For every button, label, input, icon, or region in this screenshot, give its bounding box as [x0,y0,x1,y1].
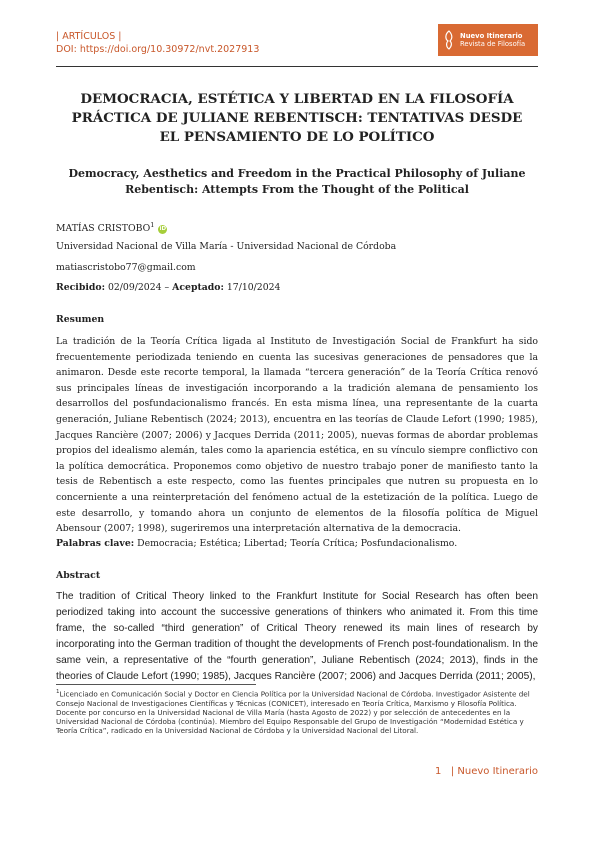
author-footnote-mark[interactable]: 1 [150,221,155,229]
dates-line [56,282,280,293]
logo-title: Nuevo Itinerario [460,31,523,40]
article-subtitle: Democracy, Aesthetics and Freedom in the Practical Philosophy of Juliane Rebentisch: Attempts From the Thought of the Political [68,167,526,196]
footnote [56,688,538,735]
footnote-divider [56,684,256,685]
abstract-heading: Abstract [56,570,101,581]
accepted-label: Aceptado: [172,282,224,293]
article-title: DEMOCRACIA, ESTÉTICA Y LIBERTAD EN LA FILOSOFÍA PRÁCTICA DE JULIANE REBENTISCH: TENTATIVAS DESDE EL PENSAMIENTO DE LO POLÍTICO [71,91,523,145]
page-number: 1 [434,766,442,777]
resumen-heading: Resumen [56,314,105,325]
author-name: MATÍAS CRISTOBO [56,223,151,235]
page-footer [435,766,538,777]
accepted-date: 17/10/2024 [226,282,281,293]
received-label: Recibido: [56,282,105,293]
section-label: | ARTÍCULOS | [56,31,122,42]
doi-link[interactable]: DOI: https://doi.org/10.30972/nvt.2027913 [56,44,260,55]
footnote-text: Licenciado en Comunicación Social y Doctor en Ciencia Política por la Universidad Nacional de Córdoba. Investigador Asistente del Consejo Nacional de Investigaciones Científicas y Técnicas (CONICET), interesado en Teoría Crítica, Marxismo y Filosofía Política. Docente por concurso en la Universidad Nacional de Villa María (hasta Agosto de 2022) y por selección de antecedentes en la Universidad Nacional de Córdoba (continúa). Miembro del Equipo Responsable del Grupo de Investigación “Modernidad Estética y Teoría Crítica”, radicado en la Universidad Nacional de Córdoba y la Universidad Nacional del Litoral. [56,689,530,736]
date-separator: – [164,282,170,293]
resumen-text: La tradición de la Teoría Crítica ligada al Instituto de Investigación Social de Frankfurt ha sido frecuentemente periodizada teniendo en cuenta las sucesivas generaciones de pensadores que la animaron. Desde este recorte temporal, la llamada “tercera generación” de la Teoría Crítica renovó sus principales líneas de investigación incorporando a la tradición alemana de pensamiento los desarrollos del posfundacionalismo francés. En esta misma línea, una representante de la cuarta generación, Juliane Rebentisch (2024; 2013), encuentra en las teorías de Claude Lefort (1990; 1985), Jacques Rancière (2007; 2006) y Jacques Derrida (2011; 2005), nuevas formas de abordar problemas propios del idealismo alemán, tales como la apariencia estética, en su vínculo siempre conflictivo con la política democrática. Proponemos como objetivo de nuestro trabajo poner de manifiesto tanto la tesis de Rebentisch a este respecto, como las fuentes principales que nutren su propuesta en lo concerniente a una reinterpretación del fenómeno actual de la estetización de la política. Luego de este desarrollo, y tomando ahora un conjunto de elementos de la filosofía política de Miguel Abensour (2007; 1998), sugeriremos una interpretación alternativa de la democracia. [56,336,538,535]
author-affiliation: Universidad Nacional de Villa María - Universidad Nacional de Córdoba [56,241,397,252]
journal-logo [438,24,538,56]
keywords-line [56,538,538,549]
abstract-text: The tradition of Critical Theory linked to the Frankfurt Institute for Social Research has often been periodized taking into account the successive generations of thinkers who animated it. From this time frame, the so-called “third generation” of Critical Theory renewed its main lines of research by incorporating into the German tradition of thought the developments of French post-foundationalism. In the same vein, a representative of the “fourth generation”, Juliane Rebentisch (2024; 2013), finds in the theories of Claude Lefort (1990; 1985), Jacques Rancière (2007; 2006) and Jacques Derrida (2011; 2005), [56,591,538,682]
footer-journal: | Nuevo Itinerario [450,766,538,777]
author-email[interactable]: matiascristobo77@gmail.com [56,262,196,273]
header-divider [56,66,538,67]
logo-subtitle: Revista de Filosofía [460,40,526,48]
keywords-text: Democracia; Estética; Libertad; Teoría Crítica; Posfundacionalismo. [137,538,458,549]
running-header [56,30,259,56]
received-date: 02/09/2024 [107,282,162,293]
journal-logo-icon [438,24,460,56]
orcid-icon[interactable]: iD [159,226,167,233]
keywords-label: Palabras clave: [56,538,135,549]
footnote-mark: 1 [56,689,60,695]
author-line [56,221,167,234]
